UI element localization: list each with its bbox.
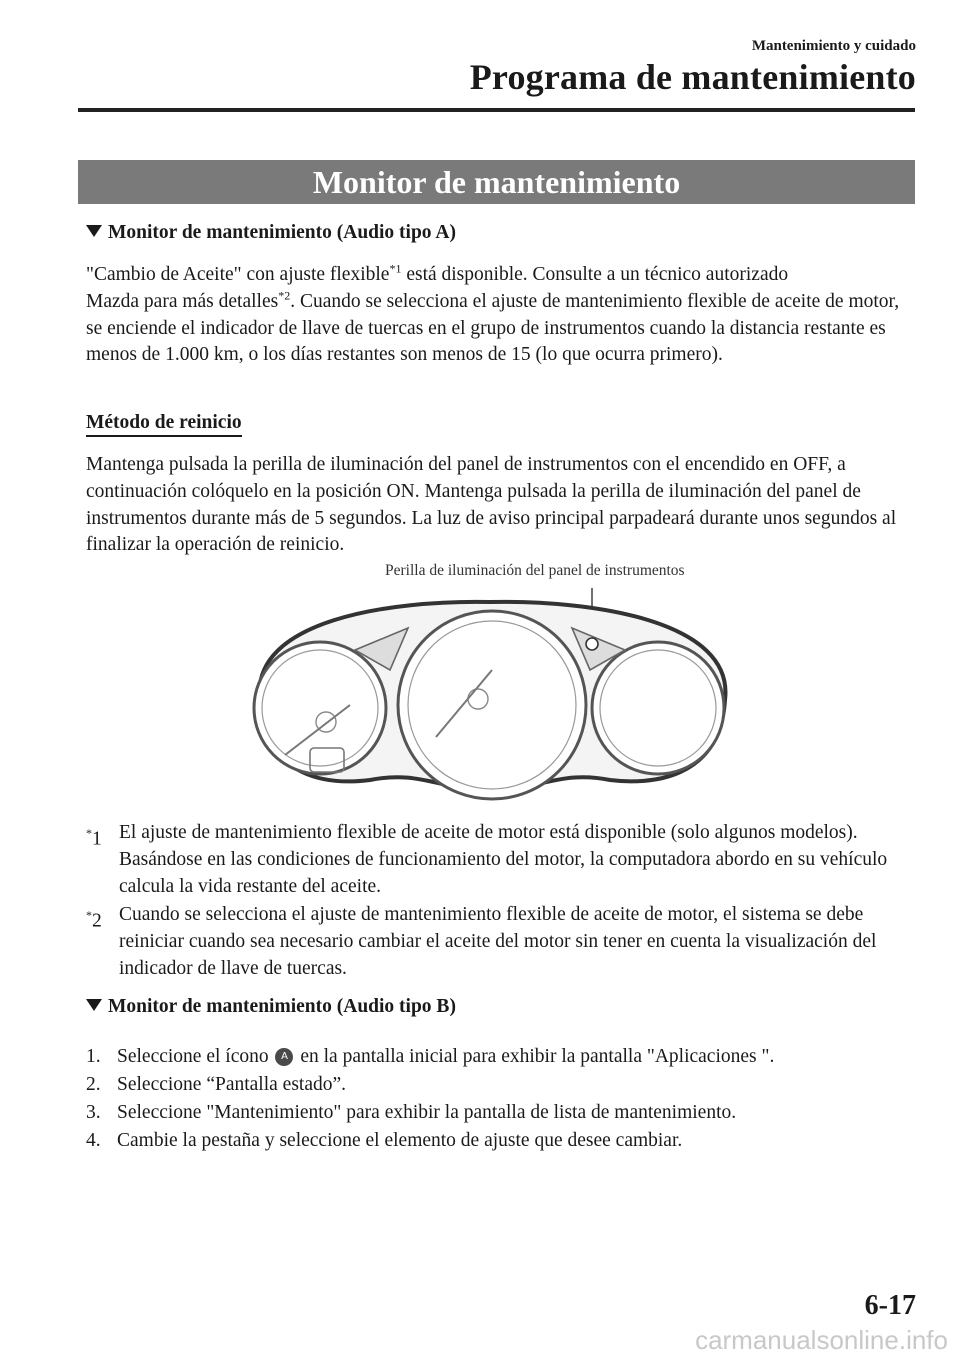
triangle-bullet-icon: [86, 999, 102, 1011]
footnote-1: [86, 820, 916, 900]
paragraph-flexible-oil: [86, 262, 916, 369]
section-heading-text: Monitor de mantenimiento (Audio tipo B): [108, 996, 456, 1017]
footnote-marker: *1: [86, 826, 102, 850]
triangle-bullet-icon: [86, 225, 102, 237]
page-number: 6-17: [864, 1290, 916, 1321]
para-text: "Cambio de Aceite" con ajuste flexible: [86, 264, 390, 285]
section-heading-audio-a: [86, 222, 456, 244]
para-text: está disponible. Consulte a un técnico autorizado: [401, 264, 789, 285]
list-item: 1. Seleccione el ícono A en la pantalla inicial para exhibir la pantalla "Aplicaciones ".: [86, 1046, 775, 1067]
footnote-text: Cuando se selecciona el ajuste de mantenimiento flexible de aceite de motor, el sistema se debe reiniciar cuando sea necesario cambiar el aceite del motor sin tener en cuenta la visualización del indicador de llave de tuercas.: [119, 904, 877, 979]
para-text: . Cuando se selecciona el ajuste de mantenimiento flexible de aceite de motor, se enciende el indicador de llave de tuercas en el grupo de instrumentos cuando la distancia restante es menos de 1.000 km, o los días restantes son menos de 15 (lo que ocurra primero).: [86, 290, 900, 366]
footnote-ref-1: *1: [389, 261, 402, 276]
illumination-knob: [586, 638, 598, 650]
figure-callout-label: Perilla de iluminación del panel de instrumentos: [385, 562, 685, 579]
section-band-title: Monitor de mantenimiento: [78, 160, 915, 204]
applications-icon: A: [275, 1048, 293, 1066]
section-heading-audio-b: [86, 996, 456, 1018]
sub-heading-reset-method: Método de reinicio: [86, 412, 242, 437]
footnote-2: [86, 902, 916, 982]
instrument-cluster-illustration: [230, 580, 750, 810]
paragraph-reset-instructions: Mantenga pulsada la perilla de iluminación del panel de instrumentos con el encendido en OFF, a continuación colóquelo en la posición ON. Mantenga pulsada la perilla de iluminación del panel de instrumentos durante más de 5 segundos. La luz de aviso principal parpadeará durante unos segundos al finalizar la operación de reinicio.: [86, 454, 897, 556]
section-heading-text: Monitor de mantenimiento (Audio tipo A): [108, 222, 456, 243]
footnote-text: El ajuste de mantenimiento flexible de aceite de motor está disponible (solo algunos modelos). Basándose en las condiciones de funcionamiento del motor, la computadora abordo en su vehículo calcula la vida restante del aceite.: [119, 822, 888, 897]
right-gauge-dial: [600, 650, 716, 766]
footnote-marker: *2: [86, 908, 102, 932]
watermark: carmanualsonline.info: [695, 1325, 948, 1355]
para-text: Mazda para más detalles: [86, 290, 279, 312]
header-rule: [78, 108, 915, 112]
page-title: Programa de mantenimiento: [469, 57, 916, 97]
list-item: 3. Seleccione "Mantenimiento" para exhibir la pantalla de lista de mantenimiento.: [86, 1102, 737, 1123]
chapter-title: Mantenimiento y cuidado: [751, 38, 916, 54]
list-item: 4. Cambie la pestaña y seleccione el elemento de ajuste que desee cambiar.: [86, 1130, 683, 1151]
list-item: 2. Seleccione “Pantalla estado”.: [86, 1074, 347, 1095]
footnote-ref-2: *2: [278, 288, 291, 303]
center-gauge-dial: [408, 621, 576, 789]
